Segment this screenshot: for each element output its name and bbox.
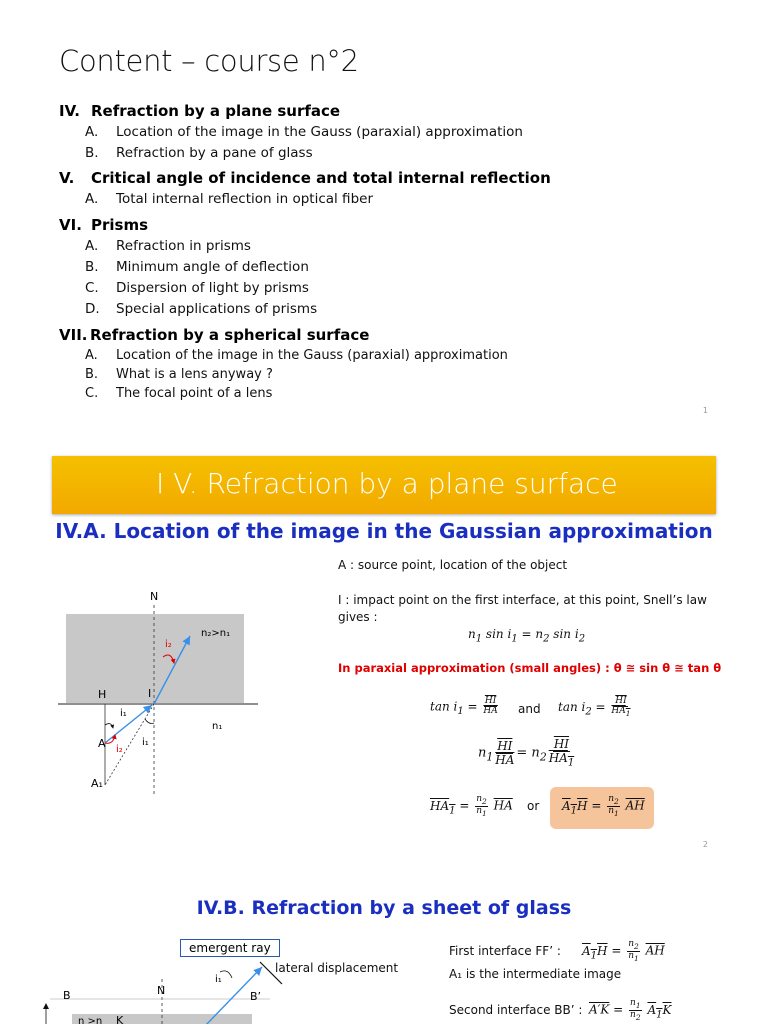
first-interface-equation: $A_1H$ = $\frac{n_2}{n_1}$ $\overline{AH}$ [582,939,665,963]
label-N: N [150,590,159,603]
slide-refraction-plane [0,440,768,860]
item-vi-d: D. Special applications of prisms [85,301,318,317]
slide-content-overview [0,0,768,428]
image-position-equation: $HA_1$ = $\frac{n_2}{n_1}$ $\overline{HA}$ [430,794,513,818]
item-iv-b: B. Refraction by a pane of glass [85,145,313,161]
label-n2-n1: n₂>n₁ [201,628,231,639]
label-Bprime: B’ [250,990,262,1003]
refraction-diagram [55,585,260,800]
second-interface-label: Second interface BB’ : [449,1003,583,1017]
snell-law-equation: $n_1$ $\sin i_1 = n_2$ $\sin i_2$ [468,627,586,645]
text-impact-point: I : impact point on the first interface, at this point, Snell’s law gives : [338,593,707,624]
section-banner: I V. Refraction by a plane surface [52,456,716,514]
page-number: 1 [702,406,708,415]
item-vii-b: B. What is a lens anyway ? [85,367,273,382]
label-I: I [148,687,152,700]
angle-i1-arc [145,719,154,724]
tan-i1-equation: $\tan i_1$ = $\frac{\overline{HI}}{HA}$ [430,696,498,717]
label-A1: A₁ [91,777,103,790]
section-vii: VII. Refraction by a spherical surface [59,326,370,344]
intermediate-image-text: A₁ is the intermediate image [449,967,622,981]
label-n: n >n [78,1016,103,1024]
item-vi-c: C. Dispersion of light by prisms [85,280,309,296]
tan-i2-equation: $\tan i_2$ = $\frac{\overline{HI}}{HA_1}$ [558,696,631,719]
first-interface-label: First interface FF’ : [449,944,561,958]
item-vi-a: A. Refraction in prisms [85,238,251,254]
slide-sheet-of-glass [0,872,768,1024]
section-v: V. Critical angle of incidence and total internal reflection [59,169,551,187]
label-i1-left: i₁ [120,708,127,719]
ratio-equation: $n_1$ $\frac{\overline{HI}}{HA}$ = $n_2$ $\frac{\overline{HI}}{HA_1}$ [478,737,575,768]
section-vi: VI. Prisms [59,216,149,234]
label-i1-right: i₁ [142,737,149,748]
lateral-displacement-label: lateral displacement [275,961,399,975]
subsection-heading: IV.A. Location of the image in the Gaussian approximation [55,519,713,543]
angle-i1-arc [220,971,232,978]
item-vii-a: A. Location of the image in the Gauss (paraxial) approximation [85,348,508,363]
second-interface-equation: A′K = $\frac{n_1}{n_2}$ $A_1K$ [589,998,672,1022]
angle-top-arc [105,724,113,728]
item-vi-b: B. Minimum angle of deflection [85,259,309,275]
item-iv-a: A. Location of the image in the Gauss (paraxial) approximation [85,124,523,140]
page-number: 2 [702,840,708,849]
emergent-ray-label: emergent ray [180,939,280,957]
and-word: and [518,702,541,716]
text-source-point: A : source point, location of the object [338,558,568,572]
label-K: K [116,1014,124,1024]
displacement-bar [260,962,282,984]
label-i2-left: i₂ [116,744,123,755]
slide-title: Content – course n°2 [59,44,359,78]
label-B: B [63,989,71,1002]
or-word: or [527,799,540,813]
label-i1: i₁ [215,974,222,985]
item-vii-c: C. The focal point of a lens [85,386,273,401]
label-n1: n₁ [212,721,223,732]
glass-sheet-diagram [30,954,300,1024]
label-N: N [157,984,166,997]
paraxial-statement: In paraxial approximation (small angles) : θ ≅ sin θ ≅ tan θ [338,661,722,675]
label-H: H [98,688,107,701]
boxed-equation: $A_1H$ = $\frac{n_2}{n_1}$ $\overline{AH}$ [562,794,645,818]
item-v-a: A. Total internal reflection in optical fiber [85,191,373,207]
label-A: A [98,737,106,750]
subsection-heading: IV.B. Refraction by a sheet of glass [196,897,572,919]
section-iv: IV. Refraction by a plane surface [59,102,341,120]
label-i2-top: i₂ [165,639,172,650]
